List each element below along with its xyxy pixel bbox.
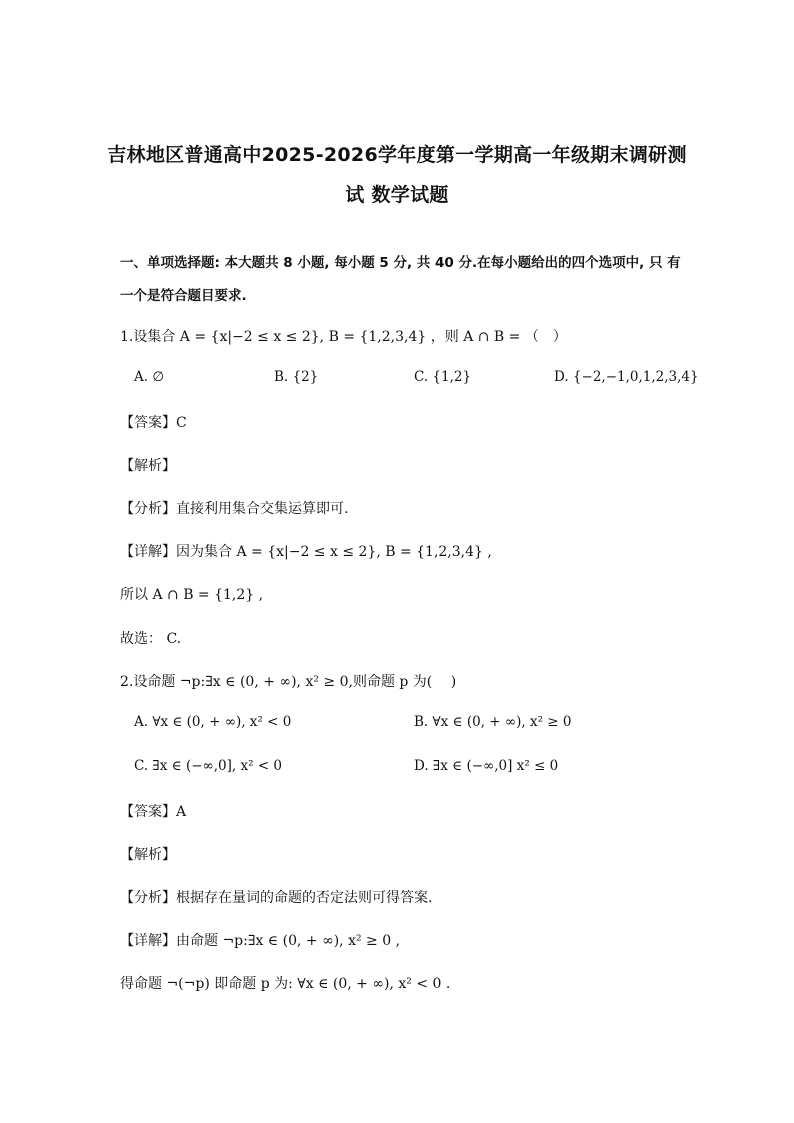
q1-step3: 故选： C. bbox=[120, 631, 182, 647]
section-heading-line1: 一、单项选择题: 本大题共 8 小题, 每小题 5 分, 共 40 分.在每小题给出的四个选项中, 只 有 bbox=[120, 255, 681, 271]
q1-step2: 所以 A ∩ B = {1,2} , bbox=[120, 587, 264, 603]
q2-fenxi: 【分析】根据存在量词的命题的否定法则可得答案. bbox=[120, 890, 433, 906]
q2-option-b: B. ∀x ∈ (0, + ∞), x² ≥ 0 bbox=[414, 714, 572, 730]
q2-xiangjie: 【详解】由命题 ¬p:∃x ∈ (0, + ∞), x² ≥ 0 , bbox=[120, 933, 401, 949]
q2-step2: 得命题 ¬(¬p) 即命题 p 为: ∀x ∈ (0, + ∞), x² < 0 . bbox=[120, 976, 451, 992]
q2-jiexi: 【解析】 bbox=[120, 847, 176, 863]
q1-fenxi: 【分析】直接利用集合交集运算即可. bbox=[120, 501, 349, 517]
q1-stem: 1.设集合 A = {x|−2 ≤ x ≤ 2}, B = {1,2,3,4} ，则 A ∩ B = （ ） bbox=[120, 329, 567, 345]
section-heading-line2: 一个是符合题目要求. bbox=[120, 288, 247, 304]
q1-option-c: C. {1,2} bbox=[414, 369, 472, 385]
q1-jiexi: 【解析】 bbox=[120, 458, 176, 474]
document-title-line1: 吉林地区普通高中2025-2026学年度第一学期高一年级期末调研测 bbox=[107, 144, 687, 166]
q2-option-d: D. ∃x ∈ (−∞,0] x² ≤ 0 bbox=[414, 758, 559, 774]
q2-answer: 【答案】A bbox=[120, 804, 187, 820]
q1-option-a: A. ∅ bbox=[134, 369, 165, 385]
q1-option-b: B. {2} bbox=[274, 369, 319, 385]
q2-option-a: A. ∀x ∈ (0, + ∞), x² < 0 bbox=[134, 714, 292, 730]
q2-option-c: C. ∃x ∈ (−∞,0], x² < 0 bbox=[134, 758, 283, 774]
q1-option-d: D. {−2,−1,0,1,2,3,4} bbox=[554, 369, 699, 385]
document-title-line2: 试 数学试题 bbox=[345, 184, 449, 206]
q1-xiangjie: 【详解】因为集合 A = {x|−2 ≤ x ≤ 2}, B = {1,2,3,4} , bbox=[120, 544, 492, 560]
q2-stem: 2.设命题 ¬p:∃x ∈ (0, + ∞), x² ≥ 0,则命题 p 为( ) bbox=[120, 674, 457, 690]
q1-answer: 【答案】C bbox=[120, 415, 187, 431]
